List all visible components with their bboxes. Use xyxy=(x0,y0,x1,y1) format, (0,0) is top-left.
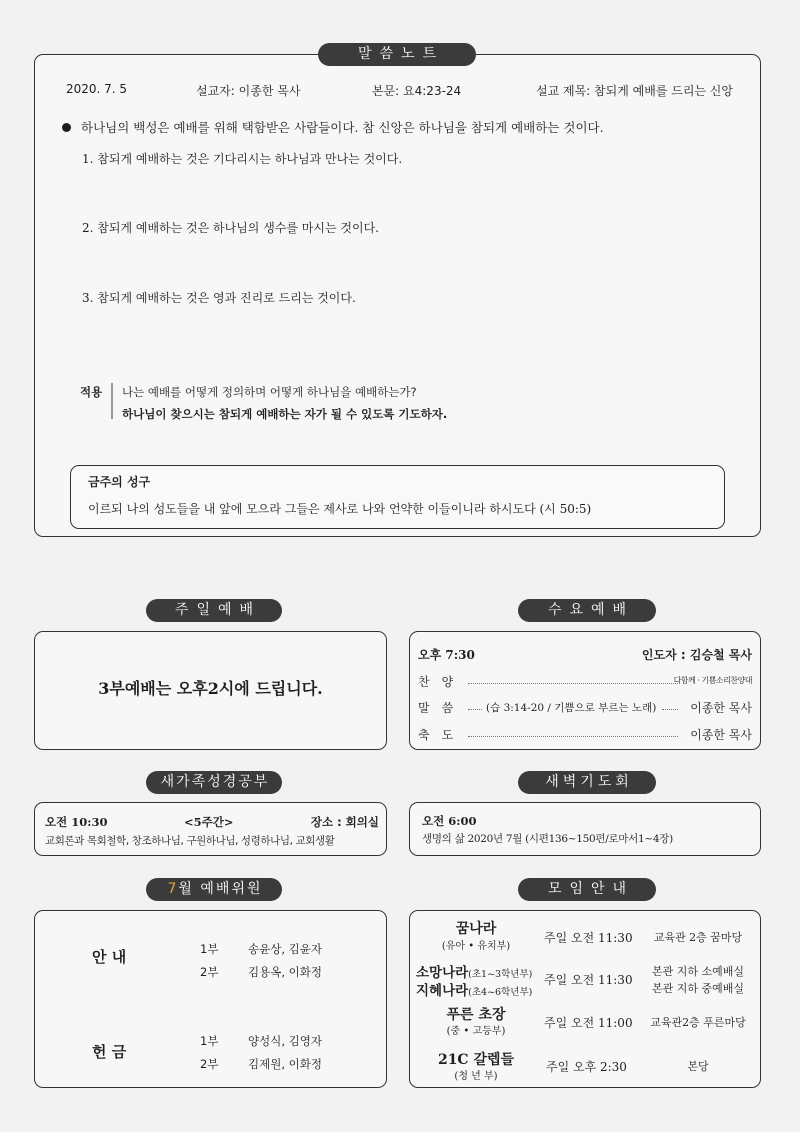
committee-role: 헌 금 xyxy=(92,1043,127,1061)
meeting-name: 21C 갈렙들 xyxy=(437,1052,515,1068)
meeting-place: 교육관2층 푸른마당 xyxy=(650,1016,746,1029)
sermon-note-title: 말씀노트 xyxy=(318,43,476,66)
application-divider xyxy=(111,383,113,419)
meeting-time: 주일 오전 11:00 xyxy=(544,1016,633,1030)
wednesday-row-right: 이종한 목사 xyxy=(690,701,752,715)
application-label: 적용 xyxy=(80,385,103,399)
sermon-preacher: 설교자: 이종한 목사 xyxy=(196,84,301,98)
meeting-name-text: 지혜나라 xyxy=(416,983,469,999)
bullet-icon xyxy=(62,123,71,132)
committee-part: 1부 xyxy=(200,1034,219,1048)
leader-dots xyxy=(662,709,678,710)
committee-month: 7 xyxy=(167,881,179,897)
wednesday-row-right: 이종한 목사 xyxy=(690,728,752,742)
sunday-worship-notice: 3부예배는 오후2시에 드립니다. xyxy=(98,679,323,698)
committee-part: 2부 xyxy=(200,1057,219,1071)
committee-names: 김용옥, 이화정 xyxy=(248,965,322,979)
committee-names: 양성식, 김영자 xyxy=(248,1034,322,1048)
leader-dots xyxy=(468,736,678,737)
meeting-sub: (유아 • 유치부) xyxy=(441,941,511,952)
meeting-name: 푸른 초장 xyxy=(446,1007,506,1023)
committee-part: 2부 xyxy=(200,965,219,979)
bible-study-place: 장소 : 회의실 xyxy=(310,815,379,829)
meeting-name-sub: (초4~6학년부) xyxy=(468,987,533,998)
sermon-title: 설교 제목: 참되게 예배를 드리는 신앙 xyxy=(536,84,733,98)
meeting-name-sub: (초1~3학년부) xyxy=(468,969,533,980)
meeting-name: 꿈나라 xyxy=(455,921,497,937)
wednesday-row-label: 말 씀 xyxy=(418,701,454,715)
meetings-title: 모임안내 xyxy=(518,878,656,901)
weekly-verse-box xyxy=(70,465,725,529)
meeting-place: 본관 지하 소예배실 xyxy=(651,965,744,978)
wednesday-row-label: 축 도 xyxy=(418,728,454,742)
wednesday-row-middle: (습 3:14-20 / 기쁨으로 부르는 노래) xyxy=(486,702,657,714)
wednesday-row-label: 찬 양 xyxy=(418,675,454,689)
leader-dots xyxy=(468,709,482,710)
committee-part: 1부 xyxy=(200,942,219,956)
meeting-name xyxy=(416,979,532,999)
meeting-place: 본관 지하 중예배실 xyxy=(651,982,744,995)
meeting-name-text: 소망나라 xyxy=(416,965,469,981)
dawn-prayer-panel xyxy=(409,802,761,856)
wednesday-row-right: 다함께 · 기쁨소리찬양대 xyxy=(673,676,752,685)
bible-study-duration: <5주간> xyxy=(184,815,234,829)
main-point-text: 하나님의 백성은 예배를 위해 택함받은 사람들이다. 참 신앙은 하나님을 참되게 예배하는 것이다. xyxy=(81,120,604,135)
wednesday-worship-title: 수요예배 xyxy=(518,599,656,622)
meeting-sub: (중 • 고등부) xyxy=(446,1026,506,1037)
bible-study-title: 새가족성경공부 xyxy=(146,771,282,794)
meeting-place: 본당 xyxy=(687,1060,709,1073)
sermon-passage: 본문: 요4:23-24 xyxy=(372,84,462,98)
wednesday-leader: 인도자 : 김승철 목사 xyxy=(641,648,752,662)
sermon-point-2: 2. 참되게 예배하는 것은 하나님의 생수를 마시는 것이다. xyxy=(82,221,379,235)
meeting-place: 교육관 2층 꿈마당 xyxy=(653,931,743,944)
bible-study-time: 오전 10:30 xyxy=(45,815,108,829)
sermon-date: 2020. 7. 5 xyxy=(66,82,128,96)
dawn-prayer-title: 새벽기도회 xyxy=(518,771,656,794)
committee-role: 안 내 xyxy=(92,948,127,966)
bible-study-topics: 교회론과 목회철학, 창조하나님, 구원하나님, 성령하나님, 교회생활 xyxy=(45,835,335,847)
committee-title-text: 월 예배위원 xyxy=(178,881,263,897)
dawn-prayer-text: 생명의 삶 2020년 7월 (시편136~150편/로마서1~4장) xyxy=(422,833,673,845)
leader-dots xyxy=(468,683,678,684)
sermon-main-point xyxy=(62,118,604,136)
meeting-time: 주일 오후 2:30 xyxy=(546,1060,627,1074)
sunday-worship-title: 주일예배 xyxy=(146,599,282,622)
meeting-time: 주일 오전 11:30 xyxy=(544,931,633,945)
application-prayer: 하나님이 찾으시는 참되게 예배하는 자가 될 수 있도록 기도하자. xyxy=(122,407,448,421)
meeting-name xyxy=(416,961,532,981)
wednesday-time: 오후 7:30 xyxy=(418,648,475,662)
dawn-prayer-time: 오전 6:00 xyxy=(422,814,477,828)
sermon-point-3: 3. 참되게 예배하는 것은 영과 진리로 드리는 것이다. xyxy=(82,291,356,305)
committee-names: 김제원, 이화정 xyxy=(248,1057,322,1071)
meeting-sub: (청 년 부) xyxy=(454,1071,498,1082)
meeting-time: 주일 오전 11:30 xyxy=(544,973,633,987)
committee-title xyxy=(146,878,282,901)
weekly-verse-title: 금주의 성구 xyxy=(88,475,151,489)
weekly-verse-text: 이르되 나의 성도들을 내 앞에 모으라 그들은 제사로 나와 언약한 이들이니라 하시도다 (시 50:5) xyxy=(88,502,592,516)
application-question: 나는 예배를 어떻게 정의하며 어떻게 하나님을 예배하는가? xyxy=(122,385,417,399)
committee-names: 송윤상, 김윤자 xyxy=(248,942,322,956)
sermon-point-1: 1. 참되게 예배하는 것은 기다리시는 하나님과 만나는 것이다. xyxy=(82,152,403,166)
